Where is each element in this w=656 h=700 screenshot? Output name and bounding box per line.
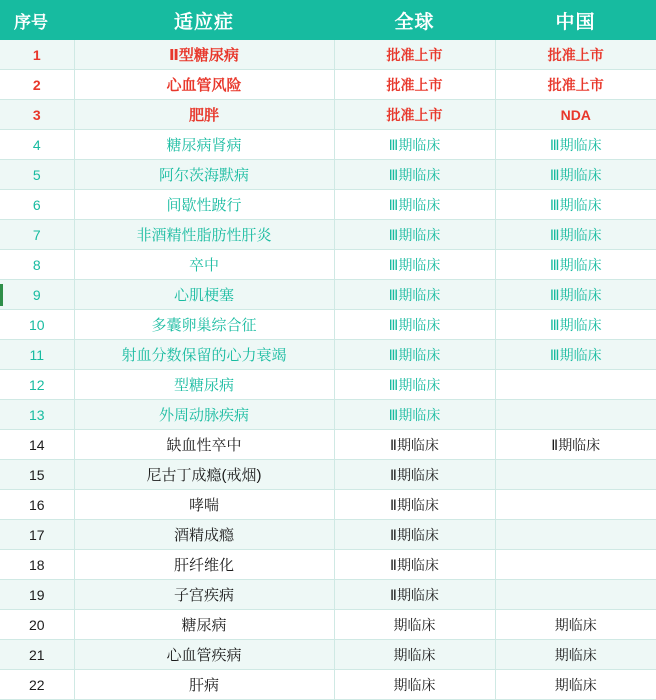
cell-index: 21	[0, 640, 74, 670]
cell-china-status: Ⅲ期临床	[495, 220, 656, 250]
table-row	[0, 340, 656, 370]
cell-global-status: 批准上市	[334, 70, 495, 100]
table-row	[0, 160, 656, 190]
cell-china-status	[495, 460, 656, 490]
table-row	[0, 400, 656, 430]
cell-index: 18	[0, 550, 74, 580]
cell-indication: 心血管风险	[74, 70, 334, 100]
table-header	[0, 0, 656, 40]
cell-global-status: Ⅲ期临床	[334, 310, 495, 340]
cell-index: 4	[0, 130, 74, 160]
cell-global-status: Ⅲ期临床	[334, 250, 495, 280]
cell-china-status: Ⅲ期临床	[495, 340, 656, 370]
cell-global-status: Ⅱ期临床	[334, 430, 495, 460]
cell-indication: 尼古丁成瘾(戒烟)	[74, 460, 334, 490]
cell-china-status	[495, 550, 656, 580]
cell-china-status: NDA	[495, 100, 656, 130]
column-header-index: 序号	[0, 0, 74, 40]
cell-global-status: Ⅲ期临床	[334, 280, 495, 310]
cell-indication: 间歇性跛行	[74, 190, 334, 220]
cell-china-status	[495, 520, 656, 550]
cell-china-status: 批准上市	[495, 70, 656, 100]
cell-global-status: Ⅲ期临床	[334, 190, 495, 220]
cell-index: 6	[0, 190, 74, 220]
cell-china-status: 批准上市	[495, 40, 656, 70]
cell-index: 13	[0, 400, 74, 430]
table-row	[0, 460, 656, 490]
table-row	[0, 130, 656, 160]
cell-indication: 子宫疾病	[74, 580, 334, 610]
cell-china-status: Ⅲ期临床	[495, 190, 656, 220]
table-header-row	[0, 0, 656, 40]
table-row	[0, 40, 656, 70]
cell-global-status: Ⅱ期临床	[334, 460, 495, 490]
cell-indication: 外周动脉疾病	[74, 400, 334, 430]
cell-indication: 糖尿病	[74, 610, 334, 640]
cell-china-status: Ⅲ期临床	[495, 280, 656, 310]
cell-global-status: Ⅲ期临床	[334, 130, 495, 160]
cell-indication: 肥胖	[74, 100, 334, 130]
cell-china-status: Ⅲ期临床	[495, 130, 656, 160]
cell-indication: 心血管疾病	[74, 640, 334, 670]
table-row	[0, 580, 656, 610]
cell-indication: 心肌梗塞	[74, 280, 334, 310]
table-row	[0, 610, 656, 640]
cell-china-status: Ⅲ期临床	[495, 160, 656, 190]
cell-indication: 肝病	[74, 670, 334, 700]
cell-global-status: Ⅱ期临床	[334, 550, 495, 580]
cell-china-status: 期临床	[495, 670, 656, 700]
cell-indication: 射血分数保留的心力衰竭	[74, 340, 334, 370]
cell-global-status: Ⅲ期临床	[334, 220, 495, 250]
table-row	[0, 190, 656, 220]
cell-indication: 多囊卵巢综合征	[74, 310, 334, 340]
cell-index: 16	[0, 490, 74, 520]
cell-global-status: 期临床	[334, 640, 495, 670]
cell-index: 17	[0, 520, 74, 550]
cell-global-status: 批准上市	[334, 40, 495, 70]
table-row	[0, 280, 656, 310]
cell-global-status: 批准上市	[334, 100, 495, 130]
cell-index: 9	[0, 280, 74, 310]
cell-global-status: Ⅱ期临床	[334, 520, 495, 550]
cell-indication: 哮喘	[74, 490, 334, 520]
cell-china-status: Ⅱ期临床	[495, 430, 656, 460]
cell-index: 2	[0, 70, 74, 100]
cell-index: 11	[0, 340, 74, 370]
cell-index: 7	[0, 220, 74, 250]
table-row	[0, 430, 656, 460]
cell-index: 3	[0, 100, 74, 130]
cell-index: 20	[0, 610, 74, 640]
table-row	[0, 670, 656, 700]
row-edge-marker	[0, 284, 3, 306]
cell-indication: 型糖尿病	[74, 370, 334, 400]
cell-china-status: 期临床	[495, 640, 656, 670]
table-body	[0, 40, 656, 700]
table-row	[0, 490, 656, 520]
table-row	[0, 640, 656, 670]
column-header-indication: 适应症	[74, 0, 334, 40]
cell-indication: 非酒精性脂肪性肝炎	[74, 220, 334, 250]
cell-indication: 糖尿病肾病	[74, 130, 334, 160]
cell-china-status	[495, 400, 656, 430]
cell-index: 15	[0, 460, 74, 490]
table-row	[0, 250, 656, 280]
cell-index: 19	[0, 580, 74, 610]
cell-index: 14	[0, 430, 74, 460]
cell-indication: 肝纤维化	[74, 550, 334, 580]
table-row	[0, 520, 656, 550]
cell-china-status	[495, 490, 656, 520]
table-row	[0, 70, 656, 100]
cell-index: 12	[0, 370, 74, 400]
cell-indication: 缺血性卒中	[74, 430, 334, 460]
cell-index: 5	[0, 160, 74, 190]
table-row	[0, 310, 656, 340]
cell-china-status	[495, 370, 656, 400]
cell-global-status: Ⅱ期临床	[334, 580, 495, 610]
cell-index: 1	[0, 40, 74, 70]
cell-index: 8	[0, 250, 74, 280]
column-header-china: 中国	[495, 0, 656, 40]
cell-indication: 卒中	[74, 250, 334, 280]
cell-index: 10	[0, 310, 74, 340]
table-row	[0, 550, 656, 580]
cell-china-status: Ⅲ期临床	[495, 310, 656, 340]
cell-china-status	[495, 580, 656, 610]
cell-china-status: Ⅲ期临床	[495, 250, 656, 280]
column-header-global: 全球	[334, 0, 495, 40]
cell-china-status: 期临床	[495, 610, 656, 640]
cell-global-status: Ⅲ期临床	[334, 400, 495, 430]
cell-global-status: Ⅲ期临床	[334, 370, 495, 400]
cell-global-status: Ⅱ期临床	[334, 490, 495, 520]
table-row	[0, 370, 656, 400]
table-row	[0, 220, 656, 250]
cell-index: 22	[0, 670, 74, 700]
cell-global-status: Ⅲ期临床	[334, 340, 495, 370]
table-row	[0, 100, 656, 130]
cell-indication: Ⅱ型糖尿病	[74, 40, 334, 70]
cell-indication: 阿尔茨海默病	[74, 160, 334, 190]
cell-global-status: 期临床	[334, 610, 495, 640]
cell-indication: 酒精成瘾	[74, 520, 334, 550]
cell-global-status: Ⅲ期临床	[334, 160, 495, 190]
cell-global-status: 期临床	[334, 670, 495, 700]
